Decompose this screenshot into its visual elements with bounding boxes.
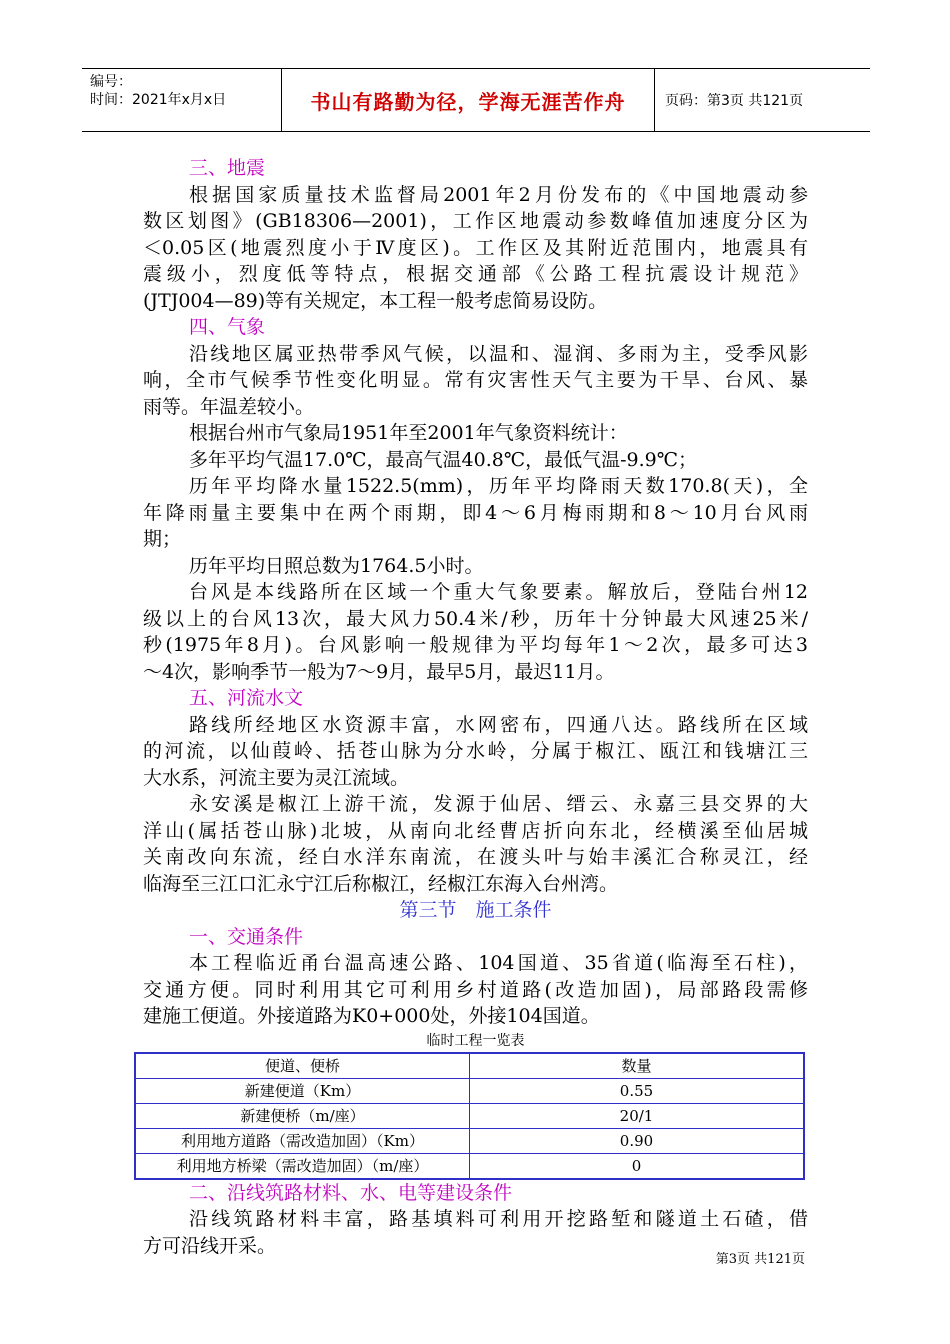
- table-row: [135, 1128, 804, 1153]
- table-row: [135, 1103, 804, 1128]
- temporary-works-table: [134, 1052, 805, 1180]
- table-header-cell: 数量: [470, 1053, 805, 1079]
- table-header-cell: 便道、便桥: [135, 1053, 470, 1079]
- page-header: [82, 68, 870, 132]
- paragraph-line: 交通方便。同时利用其它可利用乡村道路(改造加固)，局部路段需修: [143, 978, 808, 1001]
- paragraph-line: ～4次，影响季节一般为7～9月，最早5月，最迟11月。: [143, 660, 615, 683]
- paragraph-line: 多年平均气温17.0℃，最高气温40.8℃，最低气温-9.9℃；: [189, 448, 698, 471]
- number-label: 编号：: [90, 74, 132, 90]
- table-cell: 利用地方道路（需改造加固）（Km）: [135, 1128, 470, 1153]
- paragraph-line: 永安溪是椒江上游干流，发源于仙居、缙云、永嘉三县交界的大: [189, 793, 808, 815]
- table-cell: 新建便道（Km）: [135, 1078, 470, 1103]
- paragraph-line: 临海至三江口汇永宁江后称椒江，经椒江东海入台州湾。: [143, 872, 619, 895]
- paragraph-line: 级以上的台风13次，最大风力50.4米/秒，历年十分钟最大风速25米/: [143, 607, 808, 630]
- paragraph-line: 根据国家质量技术监督局2001年2月份发布的《中国地震动参: [189, 183, 808, 206]
- paragraph-line: 雨等。年温差较小。: [143, 395, 315, 418]
- paragraph-line: 秒(1975年8月)。台风影响一般规律为平均每年1～2次，最多可达3: [143, 634, 808, 656]
- paragraph-line: 本工程临近甬台温高速公路、104国道、35省道(临海至石柱)，: [189, 952, 808, 974]
- paragraph-line: 根据台州市气象局1951年至2001年气象资料统计：: [189, 422, 628, 444]
- paragraph-line: 数区划图》(GB18306—2001)，工作区地震动参数峰值加速度分区为: [143, 210, 808, 232]
- table-cell: 0: [470, 1153, 805, 1179]
- paragraph-line: (JTJ004—89)等有关规定，本工程一般考虑简易设防。: [143, 289, 608, 312]
- paragraph-line: 响，全市气候季节性变化明显。常有灾害性天气主要为干旱、台风、暴: [143, 369, 808, 391]
- paragraph-line: 历年平均降水量1522.5(mm)，历年平均降雨天数170.8(天)，全: [189, 475, 808, 497]
- table-cell: 0.55: [470, 1078, 805, 1103]
- paragraph-line: 方可沿线开采。: [143, 1234, 277, 1257]
- paragraph-line: 路线所经地区水资源丰富，水网密布，四通八达。路线所在区域: [189, 713, 808, 736]
- table-row: [135, 1153, 804, 1179]
- table-cell: 0.90: [470, 1128, 805, 1153]
- paragraph-line: 沿线筑路材料丰富，路基填料可利用开挖路堑和隧道土石碴，借: [189, 1208, 808, 1230]
- paragraph-line: 建施工便道。外接道路为K0+000处，外接104国道。: [143, 1005, 600, 1027]
- section-title: 第三节 施工条件: [399, 899, 552, 921]
- paragraph-line: ＜0.05区(地震烈度小于Ⅳ度区)。工作区及其附近范围内，地震具有: [143, 236, 808, 259]
- paragraph-line: 的河流，以仙葭岭、括苍山脉为分水岭，分属于椒江、瓯江和钱塘江三: [143, 740, 808, 762]
- page-footer: 第3页 共121页: [715, 1252, 805, 1267]
- paragraph-line: 沿线地区属亚热带季风气候，以温和、湿润、多雨为主，受季风影: [189, 342, 808, 365]
- paragraph-line: 历年平均日照总数为1764.5小时。: [189, 554, 484, 577]
- table-row: [135, 1078, 804, 1103]
- header-meta: [82, 69, 282, 131]
- heading-meteorology: 四、气象: [189, 316, 266, 338]
- paragraph-line: 震级小，烈度低等特点，根据交通部《公路工程抗震设计规范》: [143, 263, 808, 285]
- document-body: [143, 155, 808, 1259]
- paragraph-line: 洋山(属括苍山脉)北坡，从南向北经曹店折向东北，经横溪至仙居城: [143, 819, 808, 842]
- paragraph-line: 台风是本线路所在区域一个重大气象要素。解放后，登陆台州12: [189, 581, 808, 603]
- table-caption: 临时工程一览表: [426, 1032, 525, 1049]
- table-cell: 新建便桥（m/座）: [135, 1103, 470, 1128]
- time-label: 时间：2021年x月x日: [90, 92, 227, 108]
- heading-materials: 二、沿线筑路材料、水、电等建设条件: [189, 1181, 513, 1204]
- paragraph-line: 关南改向东流，经白水洋东南流，在渡头叶与始丰溪汇合称灵江，经: [143, 846, 808, 868]
- table-cell: 20/1: [470, 1103, 805, 1128]
- paragraph-line: 年降雨量主要集中在两个雨期，即4～6月梅雨期和8～10月台风雨: [143, 501, 808, 524]
- table-header-row: [135, 1053, 804, 1079]
- paragraph-line: 大水系，河流主要为灵江流域。: [143, 766, 410, 789]
- header-motto: 书山有路勤为径，学海无涯苦作舟: [282, 69, 655, 131]
- header-page-label: 页码：第3页 共121页: [665, 93, 804, 109]
- heading-traffic: 一、交通条件: [189, 925, 304, 948]
- table-cell: 利用地方桥梁（需改造加固）（m/座）: [135, 1153, 470, 1179]
- heading-earthquake: 三、地震: [189, 157, 266, 179]
- heading-hydrology: 五、河流水文: [189, 687, 304, 709]
- paragraph-line: 期；: [143, 528, 182, 550]
